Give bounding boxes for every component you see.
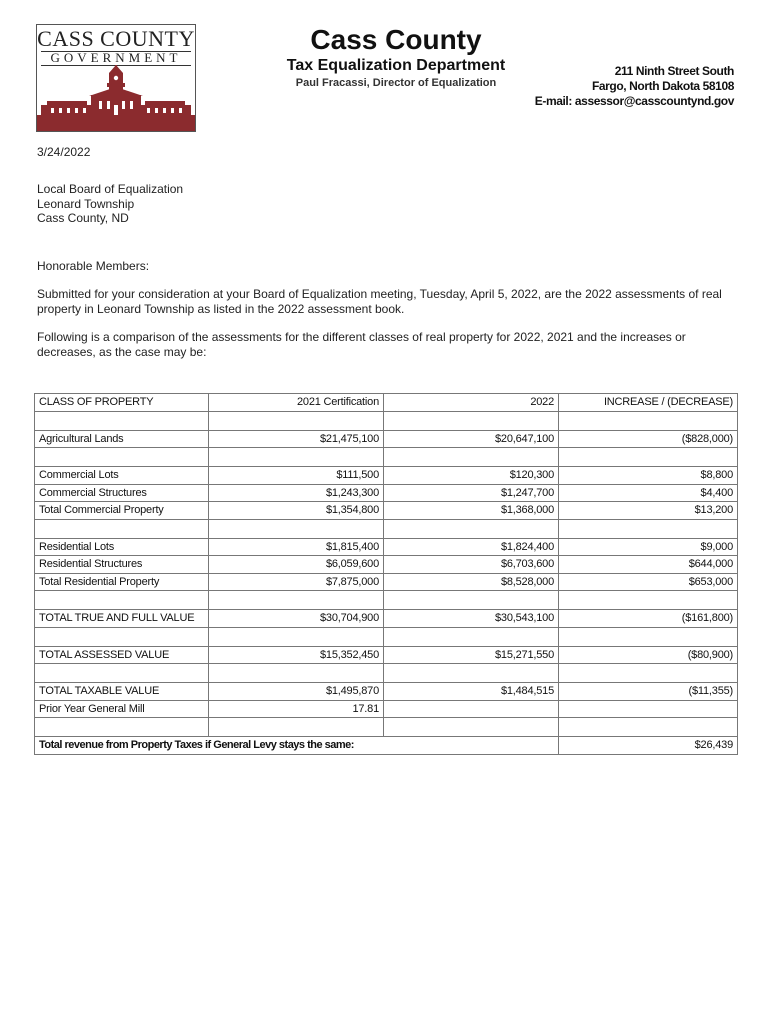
row-value: $111,500 [209,467,384,485]
salutation: Honorable Members: [37,259,150,273]
table-row [35,700,738,718]
row-value: $644,000 [559,556,738,574]
row-value [384,411,559,430]
row-value [559,411,738,430]
cass-county-logo [36,24,196,132]
row-value [209,664,384,683]
table-row [35,538,738,556]
row-value: $8,800 [559,467,738,485]
col-header-change: INCREASE / (DECREASE) [559,394,738,412]
row-value [384,591,559,610]
row-value: $8,528,000 [384,573,559,591]
row-value [209,448,384,467]
department-title: Tax Equalization Department [286,57,506,74]
row-value: $20,647,100 [384,430,559,448]
row-value: $9,000 [559,538,738,556]
row-value: $1,247,700 [384,484,559,502]
row-label: Total Residential Property [35,573,209,591]
row-label: TOTAL TRUE AND FULL VALUE [35,610,209,628]
row-value: $1,354,800 [209,502,384,520]
address-street: 211 Ninth Street South [614,64,734,78]
row-label [35,591,209,610]
row-value: $7,875,000 [209,573,384,591]
row-value [384,448,559,467]
table-row [35,467,738,485]
table-row [35,556,738,574]
table-row [35,430,738,448]
row-label [35,411,209,430]
row-value: $1,368,000 [384,502,559,520]
row-value [209,718,384,737]
table-row [35,573,738,591]
row-value [384,627,559,646]
page-title: Cass County [310,24,482,55]
row-value: $30,704,900 [209,610,384,628]
row-label [35,448,209,467]
row-value: $1,484,515 [384,683,559,701]
recipient-line1: Local Board of Equalization [37,182,184,196]
row-value [209,411,384,430]
row-value: $1,495,870 [209,683,384,701]
row-value: $30,543,100 [384,610,559,628]
col-header-class: CLASS OF PROPERTY [35,394,209,412]
row-value: $6,059,600 [209,556,384,574]
row-value: 17.81 [209,700,384,718]
row-label: Commercial Structures [35,484,209,502]
row-value [209,591,384,610]
table-spacer-row [35,664,738,683]
row-label: Agricultural Lands [35,430,209,448]
row-value [384,700,559,718]
row-value [384,664,559,683]
row-label: Residential Lots [35,538,209,556]
table-spacer-row [35,591,738,610]
email-link[interactable]: E-mail: assessor@casscountynd.gov [534,94,734,108]
row-label: TOTAL TAXABLE VALUE [35,683,209,701]
row-label [35,664,209,683]
total-revenue-row [35,737,738,755]
table-spacer-row [35,519,738,538]
row-value: $6,703,600 [384,556,559,574]
paragraph-submission: Submitted for your consideration at your Board of Equalization meeting, Tuesday, April 5, 2022, are the 2022 assessments of real property in Leonard Township as listed in the 2022 assessment book. [37,287,722,316]
row-value: $1,243,300 [209,484,384,502]
row-value [559,664,738,683]
row-value [559,718,738,737]
assessment-table [34,393,738,755]
row-label [35,627,209,646]
row-label: TOTAL ASSESSED VALUE [35,646,209,664]
table-row [35,683,738,701]
row-label: Commercial Lots [35,467,209,485]
recipient-line3: Cass County, ND [37,211,129,225]
row-value [384,519,559,538]
total-revenue-label: Total revenue from Property Taxes if General Levy stays the same: [35,737,559,755]
table-header-row [35,394,738,412]
row-value: ($11,355) [559,683,738,701]
logo-text-line1: CASS COUNTY [37,26,195,51]
director-name: Paul Fracassi, Director of Equalization [295,77,497,89]
row-label: Total Commercial Property [35,502,209,520]
row-value: $15,352,450 [209,646,384,664]
row-value: $15,271,550 [384,646,559,664]
row-value [559,519,738,538]
row-label [35,718,209,737]
row-value: ($80,900) [559,646,738,664]
row-value: $120,300 [384,467,559,485]
paragraph-comparison: Following is a comparison of the assessments for the different classes of real property for 2022, 2021 and the increases or decreases, as the case may be: [37,330,686,359]
table-spacer-row [35,411,738,430]
row-label [35,519,209,538]
row-label: Residential Structures [35,556,209,574]
table-row [35,610,738,628]
table-spacer-row [35,448,738,467]
row-value: ($161,800) [559,610,738,628]
logo-text-line2: GOVERNMENT [50,50,182,65]
row-value: $4,400 [559,484,738,502]
letter-date: 3/24/2022 [37,145,91,159]
row-value: $13,200 [559,502,738,520]
row-value [559,627,738,646]
row-value: ($828,000) [559,430,738,448]
table-row [35,646,738,664]
table-spacer-row [35,627,738,646]
row-value [384,718,559,737]
address-city: Fargo, North Dakota 58108 [591,79,734,93]
col-header-2022: 2022 [384,394,559,412]
row-value: $21,475,100 [209,430,384,448]
table-spacer-row [35,718,738,737]
col-header-2021: 2021 Certification [209,394,384,412]
row-value [559,591,738,610]
row-value: $653,000 [559,573,738,591]
table-row [35,502,738,520]
row-value [559,700,738,718]
row-value [209,627,384,646]
row-value: $1,824,400 [384,538,559,556]
total-revenue-value: $26,439 [559,737,738,755]
row-value: $1,815,400 [209,538,384,556]
row-value [209,519,384,538]
table-row [35,484,738,502]
courthouse-icon [37,65,195,131]
recipient-line2: Leonard Township [37,197,135,211]
row-value [559,448,738,467]
row-label: Prior Year General Mill [35,700,209,718]
